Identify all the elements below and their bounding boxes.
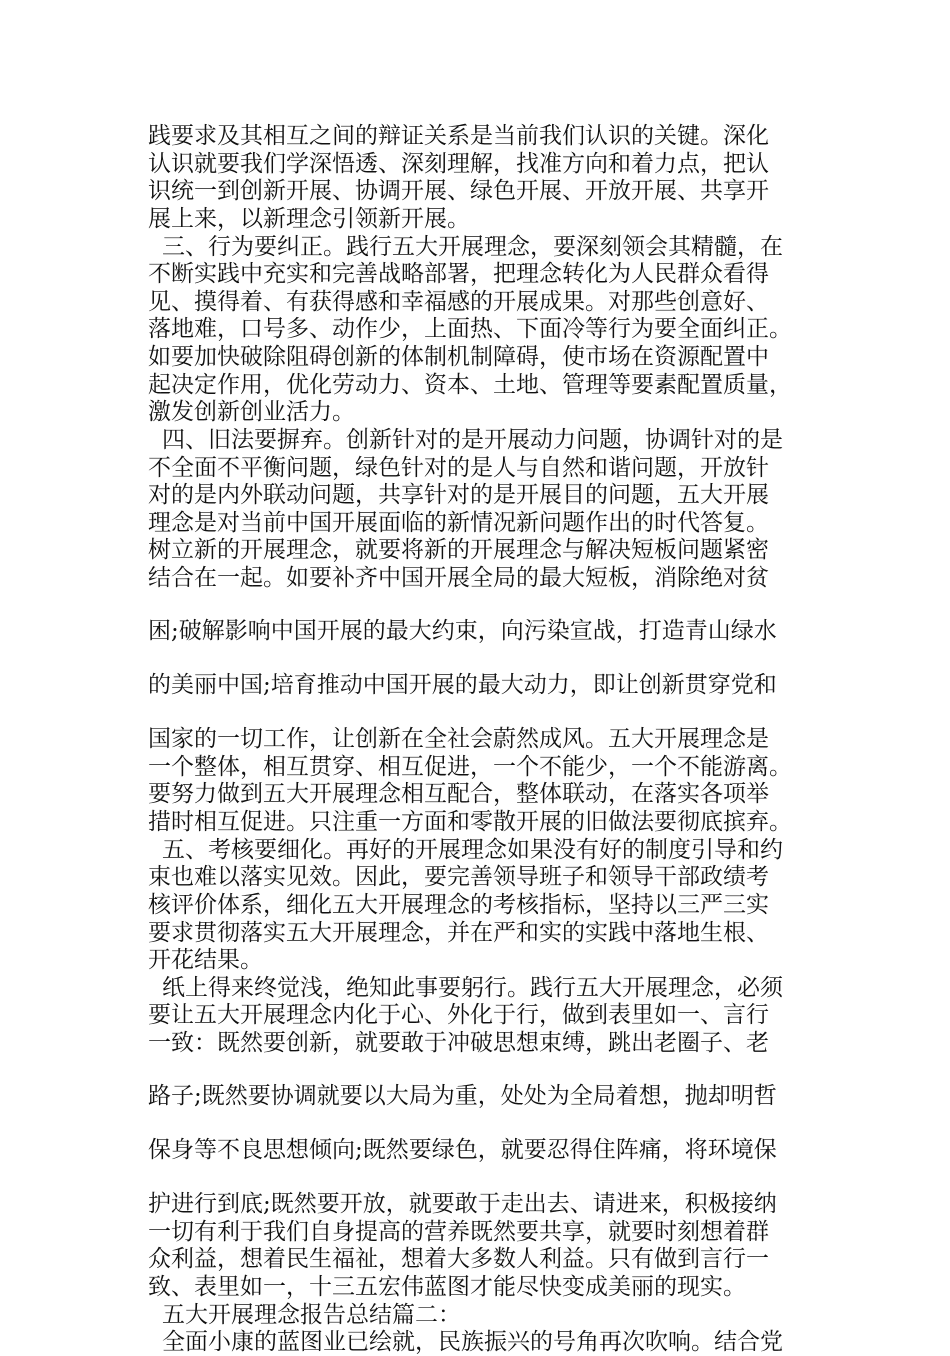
text-line: 国家的一切工作，让创新在全社会蔚然成风。五大开展理念是 <box>148 726 769 752</box>
text-line: 纸上得来终觉浅，绝知此事要躬行。践行五大开展理念，必须 <box>162 975 783 1001</box>
text-line: 路子;既然要协调就要以大局为重，处处为全局着想，抛却明哲 <box>148 1083 777 1109</box>
text-line: 见、摸得着、有获得感和幸福感的开展成果。对那些创意好、 <box>148 289 769 315</box>
text-line: 对的是内外联动问题，共享针对的是开展目的问题，五大开展 <box>148 482 769 508</box>
text-line: 保身等不良思想倾向;既然要绿色，就要忍得住阵痛，将环境保 <box>148 1137 777 1163</box>
text-line: 如要加快破除阻碍创新的体制机制障碍，使市场在资源配置中 <box>148 344 769 370</box>
text-line: 措时相互促进。只注重一方面和零散开展的旧做法要彻底摈弃。 <box>148 809 792 835</box>
text-line: 束也难以落实见效。因此，要完善领导班子和领导干部政绩考 <box>148 864 769 890</box>
text-line: 一个整体，相互贯穿、相互促进，一个不能少，一个不能游离。 <box>148 754 792 780</box>
text-line: 护进行到底;既然要开放，就要敢于走出去、请进来，积极接纳 <box>148 1191 777 1217</box>
text-line: 致、表里如一，十三五宏伟蓝图才能尽快变成美丽的现实。 <box>148 1274 746 1300</box>
text-line: 落地难，口号多、动作少，上面热、下面冷等行为要全面纠正。 <box>148 316 792 342</box>
text-line: 全面小康的蓝图业已绘就，民族振兴的号角再次吹响。结合党 <box>162 1329 783 1355</box>
text-line: 激发创新创业活力。 <box>148 399 355 425</box>
text-line: 困;破解影响中国开展的最大约束，向污染宣战，打造青山绿水 <box>148 618 777 644</box>
text-line: 一切有利于我们自身提高的营养既然要共享，就要时刻想着群 <box>148 1219 769 1245</box>
paragraph-heading-5: 五、考核要细化。再好的开展理念如果没有好的制度引导和约 <box>162 837 783 863</box>
paragraph-heading-4: 四、旧法要摒弃。创新针对的是开展动力问题，协调针对的是 <box>162 427 783 453</box>
text-line: 展上来，以新理念引领新开展。 <box>148 206 470 232</box>
text-line: 理念是对当前中国开展面临的新情况新问题作出的时代答复。 <box>148 510 769 536</box>
text-line: 要求贯彻落实五大开展理念，并在严和实的实践中落地生根、 <box>148 920 769 946</box>
text-line: 识统一到创新开展、协调开展、绿色开展、开放开展、共享开 <box>148 178 769 204</box>
text-line: 不全面不平衡问题，绿色针对的是人与自然和谐问题，开放针 <box>148 455 769 481</box>
text-line: 要让五大开展理念内化于心、外化于行，做到表里如一、言行 <box>148 1002 769 1028</box>
text-line: 要努力做到五大开展理念相互配合，整体联动，在落实各项举 <box>148 781 769 807</box>
text-line: 起决定作用，优化劳动力、资本、土地、管理等要素配置质量， <box>148 372 792 398</box>
section-title: 五大开展理念报告总结篇二： <box>162 1302 461 1328</box>
paragraph-heading-3: 三、行为要纠正。践行五大开展理念，要深刻领会其精髓，在 <box>162 234 783 260</box>
text-line: 众利益，想着民生福祉，想着大多数人利益。只有做到言行一 <box>148 1246 769 1272</box>
text-line: 践要求及其相互之间的辩证关系是当前我们认识的关键。深化 <box>148 123 769 149</box>
text-line: 一致：既然要创新，就要敢于冲破思想束缚，跳出老圈子、老 <box>148 1030 769 1056</box>
text-line: 认识就要我们学深悟透、深刻理解，找准方向和着力点，把认 <box>148 151 769 177</box>
text-line: 不断实践中充实和完善战略部署，把理念转化为人民群众看得 <box>148 261 769 287</box>
text-line: 树立新的开展理念，就要将新的开展理念与解决短板问题紧密 <box>148 537 769 563</box>
text-line: 结合在一起。如要补齐中国开展全局的最大短板，消除绝对贫 <box>148 565 769 591</box>
text-line: 的美丽中国;培育推动中国开展的最大动力，即让创新贯穿党和 <box>148 672 777 698</box>
text-line: 开花结果。 <box>148 947 263 973</box>
text-line: 核评价体系，细化五大开展理念的考核指标，坚持以三严三实 <box>148 892 769 918</box>
